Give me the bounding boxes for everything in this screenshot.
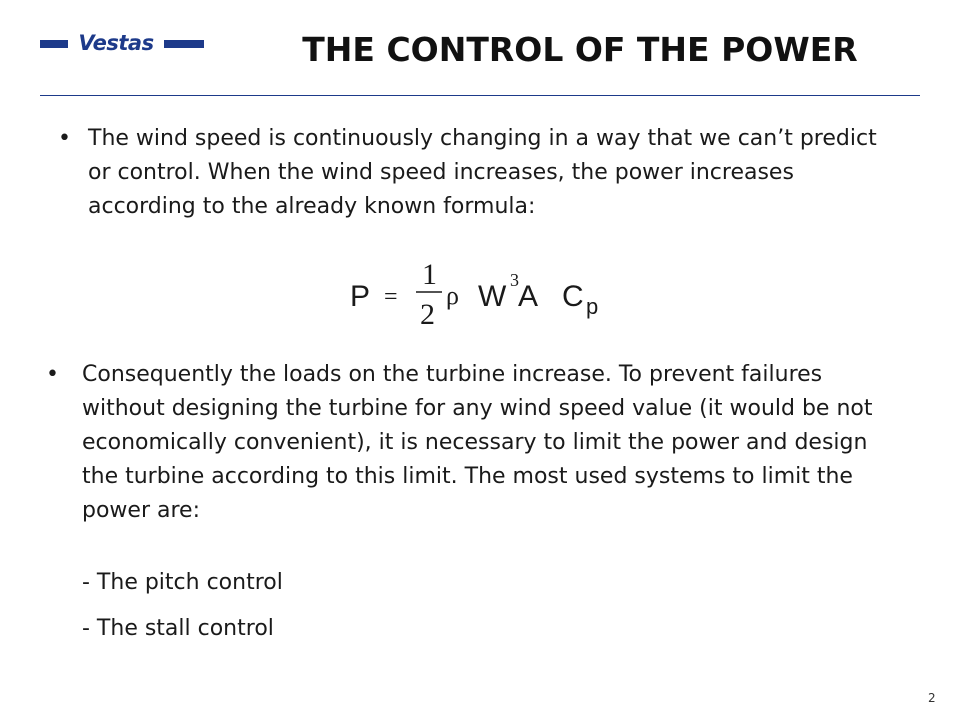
sub-item-pitch-control: - The pitch control	[82, 570, 283, 595]
bullet-text: Consequently the loads on the turbine increase. To prevent failures without designing the turbine for any wind speed value (it would be not economically convenient), it is necessary to limit the power and design the turbine according to this limit. The most used systems to limit the power are:	[82, 362, 873, 523]
sub-item-stall-control: - The stall control	[82, 616, 274, 641]
formula-denominator: 2	[420, 298, 435, 331]
logo-bar-left	[40, 40, 68, 48]
bullet-text: The wind speed is continuously changing in a way that we can’t predict or control. When the wind speed increases, the power increases according to the already known formula:	[88, 126, 877, 219]
title-divider	[40, 95, 920, 96]
formula-rho: ρ	[446, 281, 459, 310]
vestas-logo	[40, 31, 204, 55]
formula-wind-speed: W	[478, 280, 507, 313]
page-number: 2	[928, 691, 936, 705]
slide-title: THE CONTROL OF THE POWER	[302, 30, 858, 69]
logo-wordmark: Vestas	[78, 31, 154, 55]
formula-numerator: 1	[422, 258, 437, 291]
power-formula	[340, 252, 640, 342]
bullet-marker: •	[46, 362, 59, 387]
formula-coefficient-subscript: p	[586, 294, 599, 319]
formula-power-symbol: P	[350, 280, 371, 313]
formula-area: A	[518, 280, 539, 313]
formula-exponent: 3	[510, 270, 519, 290]
formula-power-coefficient: C	[562, 280, 584, 313]
formula-equals: =	[384, 284, 398, 310]
bullet-marker: •	[58, 126, 71, 151]
logo-bar-right	[164, 40, 204, 48]
bullet-loads	[46, 358, 886, 528]
bullet-wind-speed	[58, 122, 878, 224]
